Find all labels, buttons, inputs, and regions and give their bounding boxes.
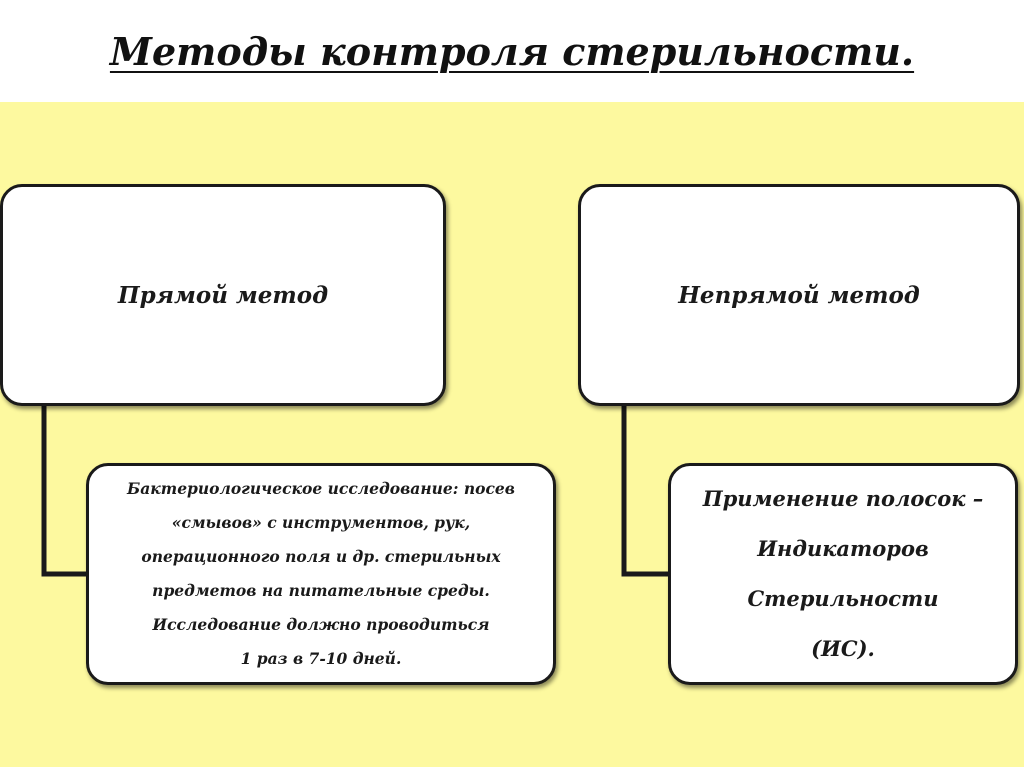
detail-line: Применение полосок –	[702, 486, 984, 511]
connector-direct	[44, 406, 88, 574]
detail-line: (ИС).	[811, 636, 875, 661]
indicator-strips-box	[668, 463, 1018, 685]
detail-line: Исследование должно проводиться	[152, 615, 490, 634]
detail-line: предметов на питательные среды.	[152, 581, 490, 600]
detail-line: Индикаторов	[757, 536, 929, 561]
detail-line: Бактериологическое исследование: посев	[127, 479, 515, 498]
connector-indirect	[624, 406, 670, 574]
direct-method-box	[0, 184, 446, 406]
indicator-strips-text	[703, 474, 984, 674]
bacteriological-test-text	[127, 472, 515, 676]
detail-line: Стерильности	[747, 586, 939, 611]
detail-line: «смывов» с инструментов, рук,	[171, 513, 471, 532]
detail-line: операционного поля и др. стерильных	[141, 547, 501, 566]
indirect-method-box	[578, 184, 1020, 406]
page-title: Методы контроля стерильности.	[109, 28, 915, 74]
indirect-method-label: Непрямой метод	[678, 281, 920, 309]
detail-line: 1 раз в 7-10 дней.	[240, 649, 402, 668]
direct-method-label: Прямой метод	[117, 281, 329, 309]
bacteriological-test-box	[86, 463, 556, 685]
